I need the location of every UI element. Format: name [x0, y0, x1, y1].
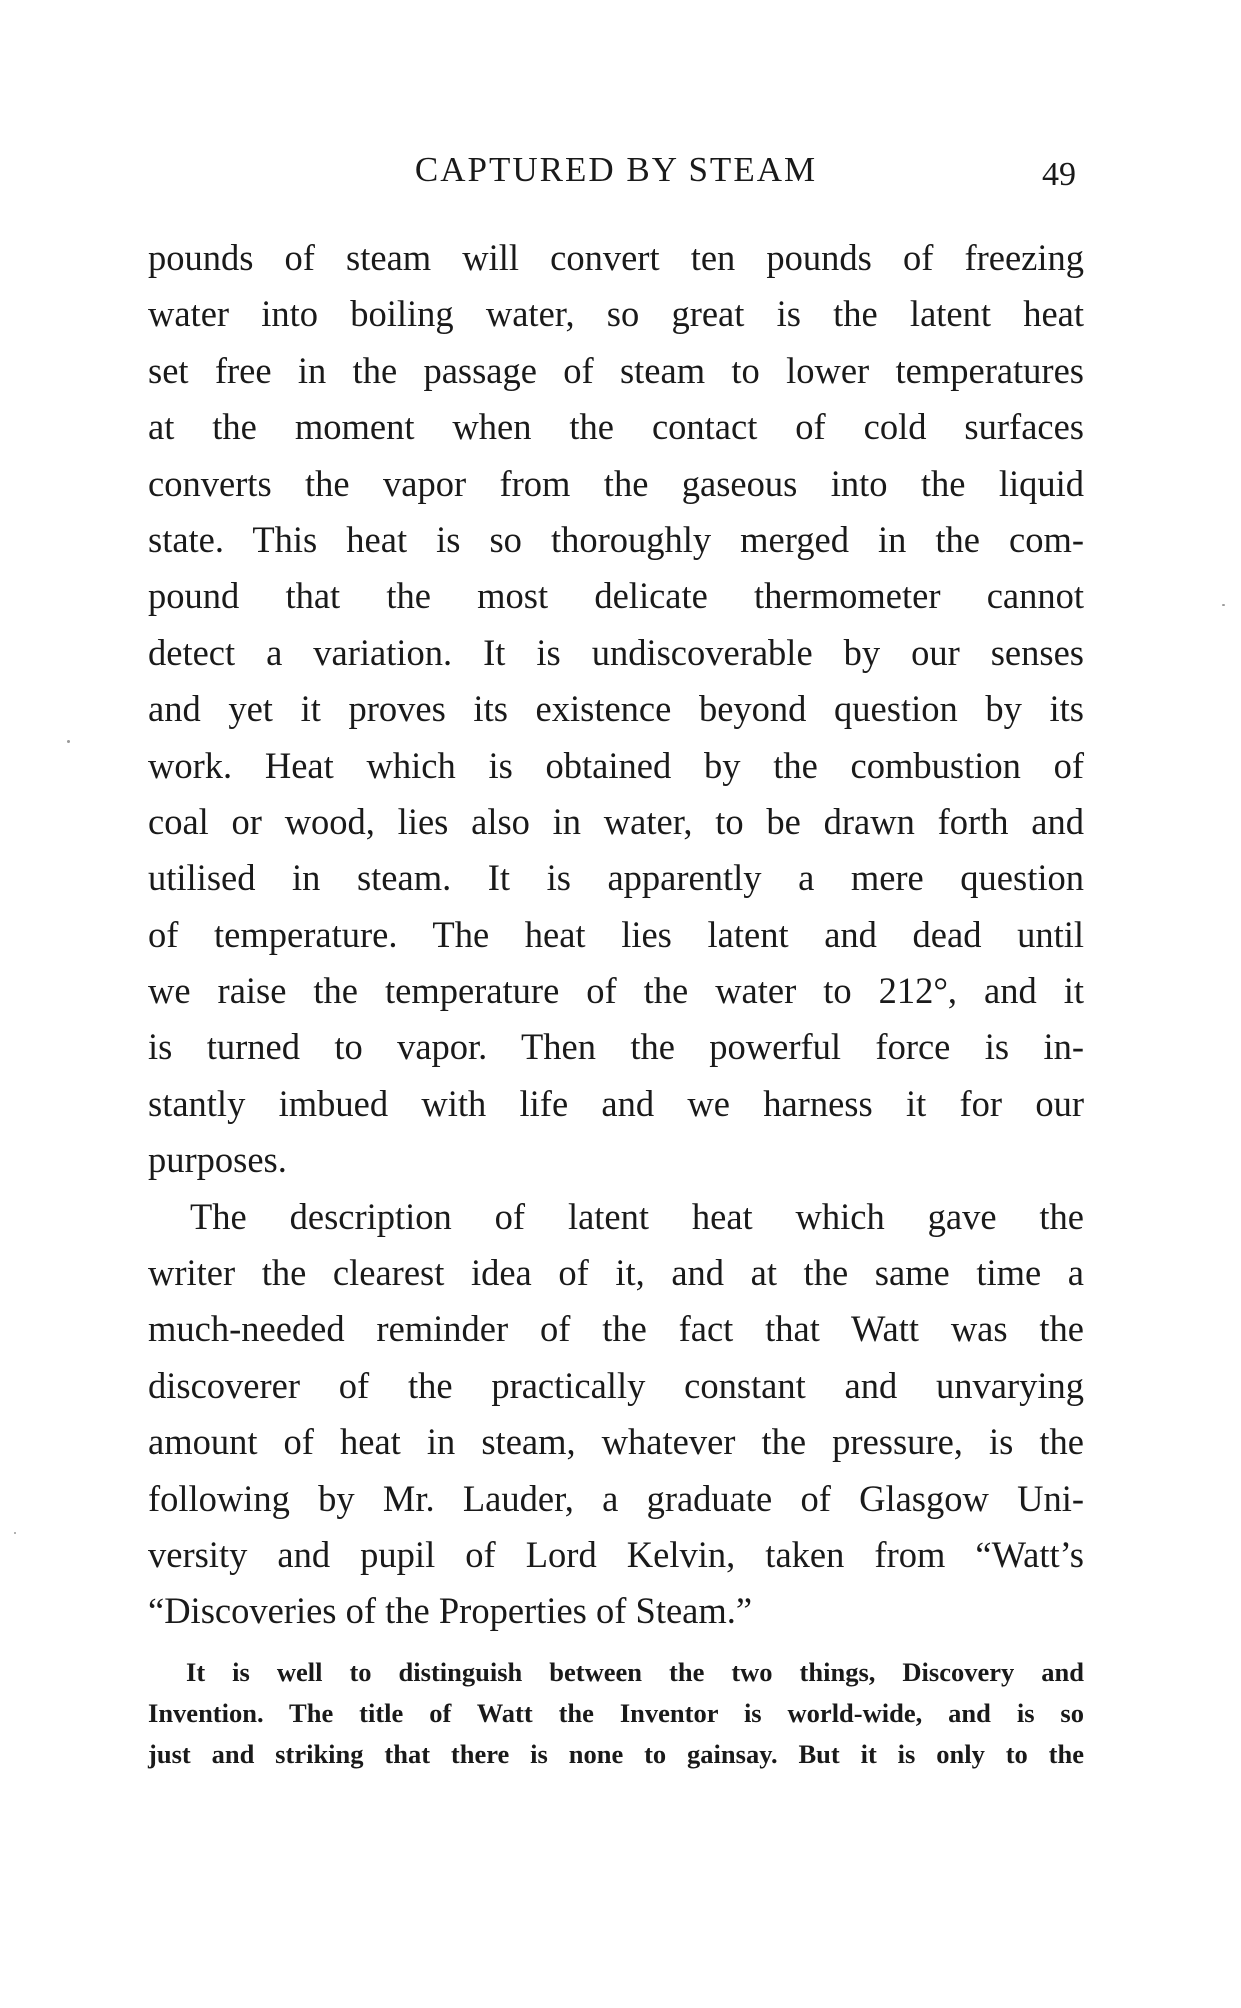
text-line: state. This heat is so thoroughly merged in the com- — [148, 518, 1084, 560]
running-title: CAPTURED BY STEAM — [414, 150, 818, 189]
running-head — [148, 150, 1084, 200]
page-number: 49 — [1042, 156, 1076, 193]
text-line: purposes. — [148, 1139, 287, 1181]
text-line: following by Mr. Lauder, a graduate of Glasgow Uni- — [148, 1477, 1084, 1519]
text-line: writer the clearest idea of it, and at the same time a — [148, 1252, 1084, 1294]
text-line: pounds of steam will convert ten pounds of freezing — [148, 237, 1084, 278]
scan-speck — [1222, 604, 1225, 606]
text-line: at the moment when the contact of cold surfaces — [148, 406, 1084, 448]
text-line: amount of heat in steam, whatever the pressure, is the — [148, 1421, 1084, 1463]
text-line: coal or wood, lies also in water, to be drawn forth and — [148, 800, 1084, 842]
text-line: much-needed reminder of the fact that Watt was the — [148, 1308, 1084, 1350]
footnote-line: just and striking that there is none to gainsay. But it is only to the — [148, 1739, 1084, 1769]
text-line: discoverer of the practically constant and unvarying — [148, 1364, 1084, 1406]
text-line: versity and pupil of Lord Kelvin, taken from “Watt’s — [148, 1533, 1084, 1575]
footnote-line: Invention. The title of Watt the Inventor is world-wide, and is so — [148, 1698, 1084, 1728]
text-line: work. Heat which is obtained by the combustion of — [148, 744, 1084, 786]
text-line: utilised in steam. It is apparently a mere question — [148, 857, 1084, 899]
body-text — [148, 230, 1084, 1640]
text-line: stantly imbued with life and we harness it for our — [148, 1082, 1084, 1124]
footnote-line: It is well to distinguish between the two things, Discovery and — [186, 1657, 1084, 1687]
scan-speck — [67, 740, 70, 743]
text-line: set free in the passage of steam to lower temperatures — [148, 349, 1084, 391]
text-line: converts the vapor from the gaseous into the liquid — [148, 462, 1084, 504]
text-line: pound that the most delicate thermometer cannot — [148, 575, 1084, 617]
text-line: is turned to vapor. Then the powerful force is in- — [148, 1026, 1084, 1068]
text-line: The description of latent heat which gave the — [190, 1195, 1084, 1237]
footnote — [148, 1652, 1084, 1775]
scan-speck — [14, 1532, 16, 1534]
text-line: detect a variation. It is undiscoverable by our senses — [148, 631, 1084, 673]
text-line: “Discoveries of the Properties of Steam.” — [148, 1590, 753, 1632]
text-line: we raise the temperature of the water to 212°, and it — [148, 970, 1084, 1012]
text-line: and yet it proves its existence beyond question by its — [148, 688, 1084, 730]
text-line: of temperature. The heat lies latent and dead until — [148, 913, 1084, 955]
text-line: water into boiling water, so great is the latent heat — [148, 293, 1084, 335]
